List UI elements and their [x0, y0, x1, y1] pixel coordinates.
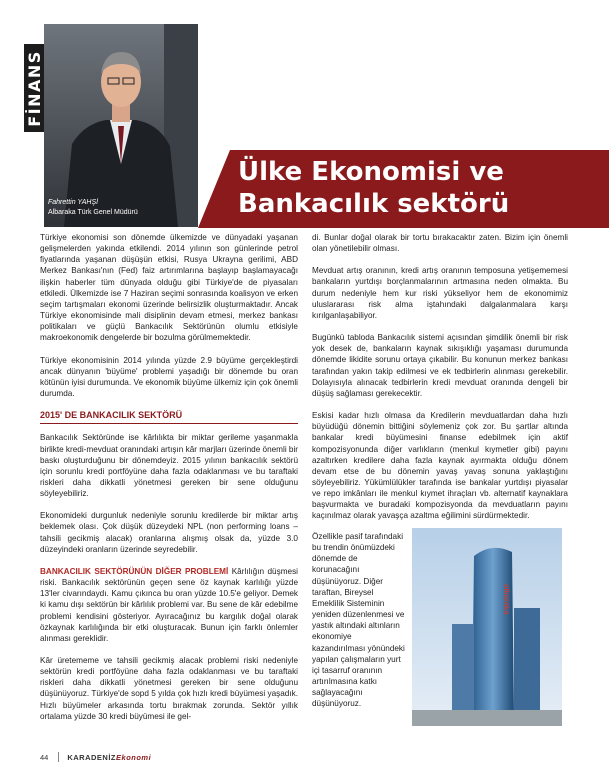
section-tab [24, 44, 45, 132]
paragraph: Mevduat artış oranının, kredi artış oranının temposuna yetişememesi bankaların yurtdışı borçlanmalarının artmasına neden olmakta. Bu durum nedeniyle hem kur riski yükseliyor hem de ekonomimiz uluslararası risk alma iştahındaki dalgalanmalara karşı kırılganlaşabiliyor. [312, 266, 568, 320]
magazine-brand [67, 753, 151, 762]
inline-heading: BANKACILIK SEKTÖRÜNÜN DİĞER PROBLEMİ [40, 566, 229, 576]
paragraph: Bankacılık Sektöründe ise kârlılıkta bir miktar gerileme yaşanmakla birlikte kredi-mevduat oranındaki artışın kâr marjları üzerinde önemli bir baskı oluşturduğunu bir dönemdeyiz. 2015 yılının bankacılık sektörü için sorunlu kredi portföyüne daha fazla odaklanması ve bu taraftaki riskleri daha dikkatli yönetmesi gereken bir sene olduğunu söyleyebiliriz. [40, 433, 299, 499]
building-sign: albaraka [502, 584, 511, 615]
title-line-1: Ülke Ekonomisi ve [238, 157, 504, 187]
page-footer [40, 752, 151, 762]
footer-divider [58, 752, 59, 762]
paragraph-body: Kârlılığın düşmesi riski. Bankacılık sektörünün geçen sene öz kaynak karlılığı yüzde 13'ler civarındaydı. Kamu çıkınca bu oran yüzde 10.5'e geliyor. Demek ki kamu dışı sektörün bir kârlılık problemi var. Bu sene de kâr edebilme problemi kendisini gösteriyor. Ayıracağınız bu kargılık doğal olarak özkaynak karlılığında bir etki oluşturacak. Bunun için farklı önlemler alınması gereklidir. [40, 566, 298, 643]
section-heading: 2015' DE BANKACILIK SEKTÖRÜ [40, 410, 298, 424]
building-image [412, 528, 562, 726]
paragraph: Bugünkü tabloda Bankacılık sistemi açısından şimdilik önemli bir risk yok desek de, bankaların kaynak sıkışıklığı yaşaması durumunda dönemde likidite sorunu ortaya çıkabilir. Bu konunun merkez bankası tarafından yakın takip edilmesi ve ek tedbirlerin alınması gerekebilir. Dolayısıyla alınacak tedbirlerin kredi mevduat oranında dengeli bir düşüş sağlaması gerekecektir. [312, 333, 568, 398]
title-line-2: Bankacılık sektörü [238, 189, 510, 219]
right-column [312, 232, 568, 533]
section-label: FİNANS [25, 49, 45, 127]
portrait-image [44, 24, 198, 227]
paragraph: Kâr üretememe ve tahsili gecikmiş alacak problemi riski nedeniyle sektörün kredi portföyüne daha fazla odaklanması ve bu taraftaki riskleri daha dikkatli yönetmesi gereken bir sene olduğunu düşünüyoruz. Türkiye'de sopd 5 yılda çok hızlı kredi büyümesi yaşadık. Hızlı büyümeler arkasında tortu bırakmak zorunda. Sektör yıllık ortalama yüzde 30 kredi büyümesi ile gel- [40, 656, 298, 721]
paragraph: Eskisi kadar hızlı olmasa da Kredilerin mevduatlardan daha hızlı büyüdüğü dönemin bittiğini söylemeniz çok zor. Bu şartlar altında bankalar kredi büyümesini finanse edebilmek için aktif kompozisyonunda diğer varlıkların (menkul kıymetler gibi) payını azaltırken kredilere daha fazla kaynak ayırmakta olduğu dönem devam etse de bu dönemin yavaş yavaş sonuna yaklaştığını söyleyebiliriz. Yükümlülükler tarafında ise bankalar yurtdışı piyasalar ve repo imkânları ile menkul kıymet ihraçları vb. alternatif kaynaklara başvurmakta ve buradaki kompozisyonda da mevduatların payını kaçınılmaz olarak yavaşça azaltma eğilimini sürdürmektedir. [312, 411, 568, 521]
author-name: Fahrettin YAHŞİ [48, 199, 99, 206]
author-photo [44, 24, 198, 227]
left-column [40, 232, 298, 733]
paragraph: Türkiye ekonomisi son dönemde ülkemizde ve dünyadaki yaşanan gelişmelerden yakında etkilendi. 2014 yılının son günlerinde petrol fiyatlarında yaşanan düşüşün etkisi, Rusya Ukrayna gerilimi, ABD Merkez Bankası'nın (Fed) faiz artırımlarına başlayıp başlamayacağı ilişkin haberler tüm dünyada olduğu gibi Türkiye'de de piyasaları etkiledi. Ülkemizde ise 7 Haziran seçimi sonrasında koalisyon ve erken seçim tartışmaları ekonomi üzerinde belirsizlik oluşturmaktadır. Ancak Türkiye ekonomisinde mali disiplinin devam etmesi, merkez bankası politikaları ve güçlü Bankacılık Sektörünün olumlu etkisiyle makroekonomik dengelerde bir bozulma görülmemektedir. [40, 233, 298, 343]
paragraph: Türkiye ekonomisinin 2014 yılında yüzde 2.9 büyüme gerçekleştirdi ancak dünyanın 'büyüme' problemi yaşadığı bir dönemde bu oran kötünün iyisi durumunda. Ve ekonomik büyüme ülkemiz için çok önemli durumda. [40, 355, 298, 399]
paragraph: di. Bunlar doğal olarak bir tortu bırakacaktır zaten. Bizim için önemli olan yönetilebilir olması. [312, 233, 568, 254]
photo-caption [48, 198, 138, 218]
brand-part-a: KARADENİZ [67, 752, 117, 762]
title-notch [198, 150, 230, 228]
paragraph: Özellikle pasif tarafındaki bu trendin önümüzdeki dönemde de korunacağını düşünüyoruz. Diğer taraftan, Bireysel Emeklilik Sisteminin yeniden düzenlenmesi ve yastık altındaki altınların ekonomiye kazandırılması yönündeki yapılan çalışmaların yurt içi tasarruf oranının artırılmasına katkı sağlayacağını düşünüyoruz. [312, 532, 405, 709]
article-title [238, 156, 598, 220]
paragraph: Ekonomideki durgunluk nedeniyle sorunlu kredilerde bir miktar artış beklemek olası. Çok düşük düzeydeki NPL (non performing loans – tahsili gecikmiş alacak) oranlarına alışmış olsak da, yüzde 3.0 düzeyindeki oranların üzerinde seyredebilir. [40, 511, 298, 554]
paragraph [40, 566, 298, 644]
brand-part-b: Ekonomi [116, 752, 152, 762]
building-photo [412, 528, 562, 726]
author-title: Albaraka Türk Genel Müdürü [48, 209, 138, 216]
page-number: 44 [40, 752, 49, 762]
